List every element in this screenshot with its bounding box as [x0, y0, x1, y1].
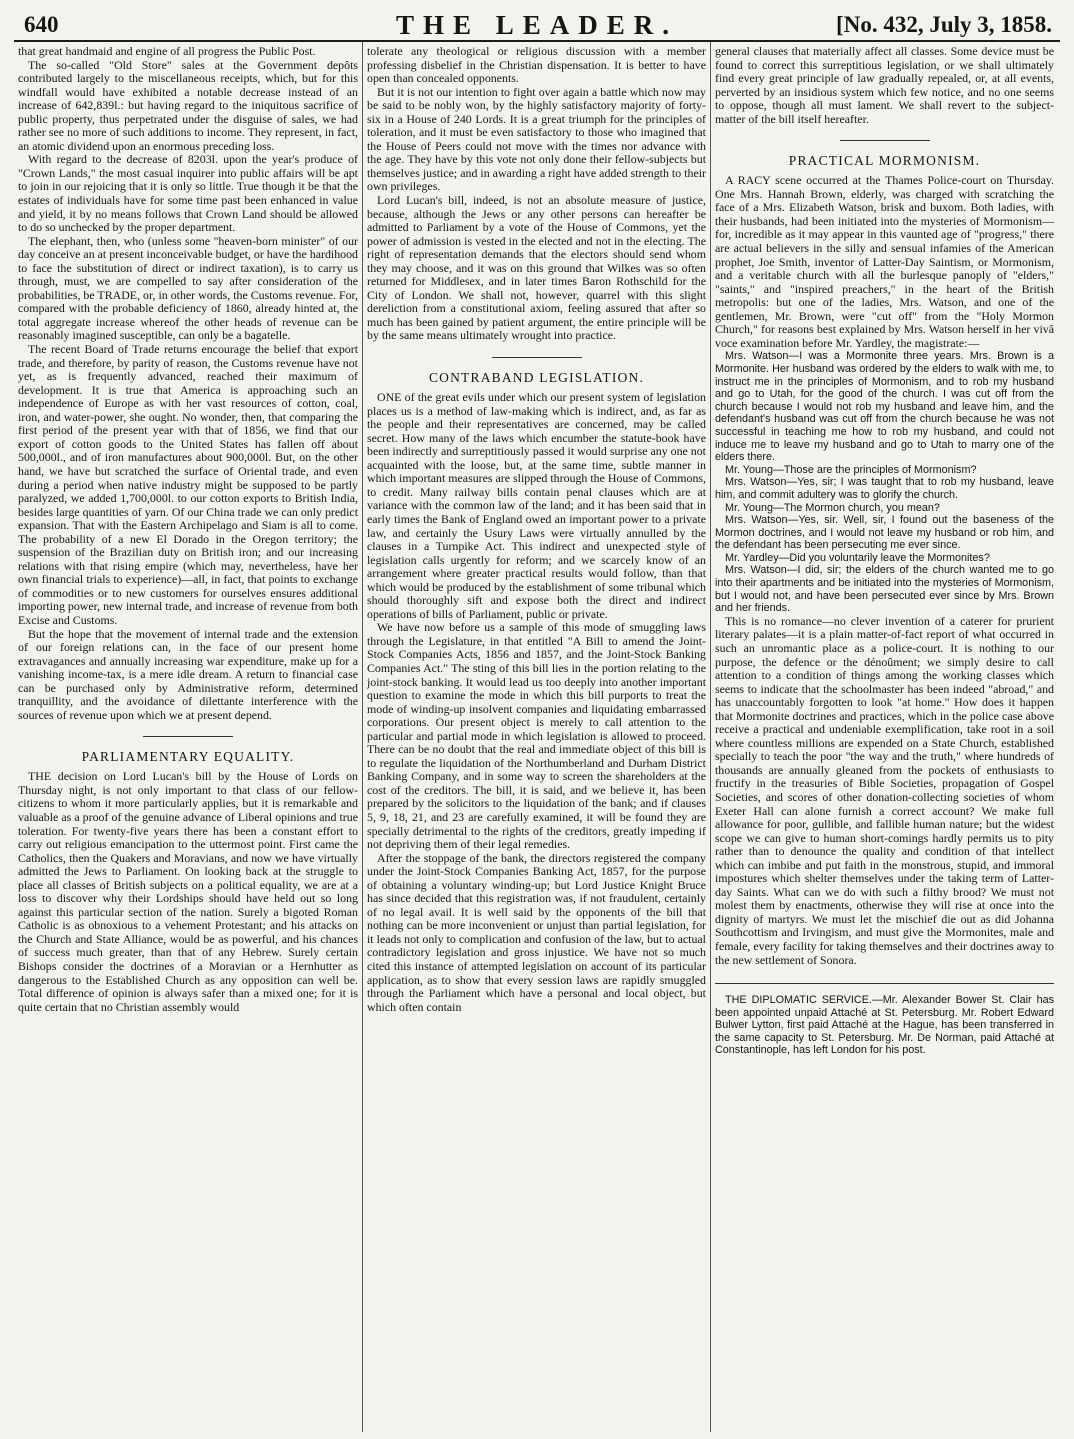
- paragraph: that great handmaid and engine of all progress the Public Post.: [18, 44, 316, 58]
- article-heading-contraband-legislation: CONTRABAND LEGISLATION.: [428, 370, 645, 386]
- paragraph: A RACY scene occurred at the Thames Police-court on Thursday. One Mrs. Hannah Brown, elderly, was charged with scratching the face of a Mrs. Elizabeth Watson, brisk and buxom. Both ladies, with their husbands, had been initiated into the mysteries of Mormonism—for, incredible as it may appear in this vaunted age of "progress," there are actual believers in the silly and sensual infamies of the American prophet, Joe Smith, inventor of Latter-Day Saintism, or Mormonism, and a veritable church with all the burlesque panoply of "elders," "saints," and "inspired preachers," in the heart of the British metropolis: but one of the ladies, Mrs. Watson, and one of the gentlemen, Mr. Brown, were "cut off" from the "Holy Mormon Church," for reasons best explained by Mrs. Watson herself in her vivâ voce examination before Mr. Yardley, the magistrate:—: [715, 173, 1054, 350]
- article-heading-parliamentary-equality: PARLIAMENTARY EQUALITY.: [81, 749, 295, 765]
- paragraph: The recent Board of Trade returns encourage the belief that export trade, and therefore, by parity of reason, the Customs revenue have not yet, as is frequently advanced, reached their maximum of development. It is true that America is approaching such an independence of Europe as with her vast resources of cotton, coal, iron, and water-power, she ought. No wonder, then, that comparing the first period of the present year with that of 1856, we find that our export of cotton goods to the United States has fallen off about 500,000l., and of iron manufactures about 900,000l. But, on the other hand, we have but scratched the surface of Oriental trade, and even during a period when native industry might be supposed to be partly paralyzed, we added 1,700,000l. to our cotton exports to British India, besides large quantities of yarn. Of our China trade we can only predict expansion. That with the Eastern Archipelago and Siam is all to come. The probability of a new El Dorado in the Oregon territory; the suspension of the Brazilian duty on British iron; and our increasing relations with that rising empire (which may, nevertheless, have her own financial trials to experience)—all, in fact, that points to exchange of commodities or to new customers for ourselves ensures additional importing power, new internal trade, and increase of revenue from both Excise and Customs.: [18, 342, 358, 627]
- paragraph: But it is not our intention to fight over again a battle which now may be said to be nobly won, by the highly satisfactory majority of forty-six in a House of 240 Lords. It is a great triumph for the principles of toleration, and it must be even satisfactory to those who imagined that the House of Peers could not move with the times nor advance with the age. They have by this vote not only done their fellow-subjects but themselves justice; and in awarding a right have added strength to their own privileges.: [367, 84, 706, 194]
- section-divider: [840, 140, 930, 141]
- news-item-diplomatic-service: THE DIPLOMATIC SERVICE.—Mr. Alexander Bower St. Clair has been appointed unpaid Attaché at St. Petersburg. Mr. Robert Edward Bulwer Lytton, first paid Attaché at the Hague, has been transferred in the same capacity to St. Petersburg. Mr. De Norman, paid Attaché at Constantinople, has left London for his post.: [715, 994, 1054, 1057]
- article-heading-practical-mormonism: PRACTICAL MORMONISM.: [788, 153, 981, 169]
- columns: [14, 42, 1060, 1432]
- testimony-line: Mrs. Watson—Yes, sir; I was taught that to rob my husband, leave him, and commit adultery was to glorify the church.: [715, 476, 1054, 501]
- paragraph: We have now before us a sample of this mode of smuggling laws through the Legislature, in that entitled "A Bill to amend the Joint-Stock Companies Acts, 1856 and 1857, and the Joint-Stock Banking Companies Act." The sting of this bill lies in the portion relating to the joint-stock banking. It would lead us too deeply into another important question to examine the mode in which this bill purports to treat the mode of winding-up insolvent companies and liquidating embarrassed corporations. Our present object is merely to call attention to the particular and partial mode in which legislation is allowed to proceed. There can be no doubt that the real and immediate object of this bill is to regulate the liquidation of the Northumberland and Durham District Banking Company, and in some way to screen the shareholders at the cost of the creditors. The bill, it is said, and we believe it, has been prepared by the solicitors to the liquidation of the bank; and if clauses 5, 9, 18, 21, and 23 are carefully examined, it will be found they are specially detrimental to the rights of the creditors, greatly impeding if not depriving them of their legal remedies.: [367, 620, 706, 852]
- testimony-line: Mrs. Watson—I was a Mormonite three years. Mrs. Brown is a Mormonite. Her husband was ordered by the elders to walk with me, to instruct me in the principles of Mormonism, and to rob my husband and go to Utah, for the good of the church. I was cut off from the church because I would not rob my husband and leave him, and the defendant's husband was cut off from the church because he was not successful in teaching me how to rob my husband, and could not induce me to leave my husband and go to Utah to marry one of the elders there.: [715, 350, 1054, 464]
- paragraph: But the hope that the movement of internal trade and the extension of our foreign relations can, in the face of our present home extravagances and annually increasing war expenditure, make up for a vanishing income-tax, is a mere idle dream. A return to financial case can be purchased only by Administrative reform, determined tranquillity, and the avoidance of dilettante interference with the sources of revenue upon which we at present depend.: [18, 626, 358, 722]
- column-1: [14, 42, 362, 1432]
- paragraph: tolerate any theological or religious discussion with a member professing disbelief in the Christian dispensation. It is better to have open than concealed opponents.: [367, 44, 706, 86]
- section-divider: [492, 357, 582, 358]
- paper-title: THE LEADER.: [395, 10, 679, 40]
- issue-date: [No. 432, July 3, 1858.: [836, 12, 1052, 37]
- section-divider: [715, 983, 1054, 984]
- paragraph: ONE of the great evils under which our present system of legislation places us is a method of law-making which is indirect, and, as far as the people and their representatives are concerned, may be called secret. How many of the laws which encumber the statute-book have been indirectly and surreptitiously passed it would surprise any one not acquainted with the loose, but, at the same time, subtle manner in which important measures are slipped through the House of Commons, to credit. Many railway bills contain penal clauses which are at variance with the common law of the land; and it has been said that in early times the Bank of England owed an important power to a private law, and certainly the Usury Laws were virtually annulled by the clauses in a Turnpike Act. This indirect and unexpected style of legislation calls urgently for reform; and we scarcely know of an arrangement where greater practical results would follow, than that which would be produced by the establishment of some tribunal which should thoroughly sift and expose both the direct and indirect operations of bills of Parliament, public or private.: [367, 390, 706, 621]
- paragraph: The elephant, then, who (unless some "heaven-born minister" of our day conceive an at present inconceivable budget, or have the hardihood to face the substitution of direct or indirect taxation), is to carry us through, must, we are compelled to say after consideration of the probabilities, be TRADE, or, in other words, the Customs revenue. For, compared with the probable deficiency of 1860, already hinted at, the total aggregate increase whereof the other heads of revenue can be reasonably imagined susceptible, can only be a bagatelle.: [18, 233, 358, 343]
- testimony-line: Mrs. Watson—I did, sir; the elders of the church wanted me to go into their apartments and be initiated into the mysteries of Mormonism, but I would not, and have been persecuted ever since by Mrs. Brown and her friends.: [715, 564, 1054, 615]
- column-3: [710, 42, 1058, 1432]
- paragraph: Lord Lucan's bill, indeed, is not an absolute measure of justice, because, although the Jews or any other persons can hereafter be admitted to Parliament by a vote of the House of Commons, yet the power of admission is vested in the elected and not in the electing. The right of representation demands that the electors should send whom they may choose, and it was on this ground that Wilkes was so often returned for Middlesex, and in later times Baron Rothschild for the City of London. We shall not, however, quarrel with this slight dereliction from a constitutional axiom, feeling assured that after so much has been gained by patient argument, the entire principle will be by the same means ultimately wrought into practice.: [367, 193, 706, 343]
- column-2: [362, 42, 710, 1432]
- testimony-line: Mr. Young—The Mormon church, you mean?: [725, 501, 940, 514]
- section-divider: [143, 736, 233, 737]
- paragraph: This is no romance—no clever invention of a caterer for prurient literary palates—it is a plain matter-of-fact report of what occurred in such an unromantic place as a police-court. It is nothing to our purpose, the defence or the dénoûment; we simply desire to call attention to a condition of things among the working classes which seems to indicate that the schoolmaster has been indeed "abroad," and has unaccountably forgotten to look "at home." How does it happen that Mormonite doctrines and practices, which in the police case above receive a practical and undeniable exemplification, take root in a soil where countless millions are expended on a State Church, established specially to teach the poor "the way and the truth," where hundreds of thousands are annually gleaned from the pockets of enthusiasts to fructify in the treasuries of Bible Societies, propagation of Gospel Societies, and scores of other donation-collecting societies of whom Exeter Hall can alone furnish a correct account? We make full allowance for poor, gullible, and fallible human nature; but the widest scope we can give to human short-comings hardly permits us to pity rather than to denounce the quality and condition of that intellect which can imbibe and put faith in the monstrous, stupid, and immoral impostures which shelter themselves under the taking term of Latter-day Saints. What can we do with such a filthy brood? We must not molest them by enactments, otherwise they will rise at once into the dignity of martyrs. We must let the mischief die out as did Johanna Southcottism and Irvingism, and must give the Mormonites, male and female, every facility for taking themselves and their doctrines away to the new settlement of Sonora.: [715, 613, 1054, 967]
- paragraph: The so-called "Old Store" sales at the Government depôts contributed largely to the miscellaneous receipts, which, but for this windfall would have exhibited a notable decrease instead of an increase of 642,839l.: but having regard to the iniquitous sacrifice of public property, thus perpetrated under the disguise of sales, we had rather see no more of such additions to income. They represent, in fact, an atomic dividend upon an enormous preceding loss.: [18, 57, 358, 153]
- page-number: 640: [24, 12, 59, 37]
- testimony-line: Mrs. Watson—Yes, sir. Well, sir, I found out the baseness of the Mormon doctrines, and I would not leave my husband or rob him, and the defendant has been persecuting me ever since.: [715, 514, 1054, 552]
- paragraph: THE decision on Lord Lucan's bill by the House of Lords on Thursday night, is not only important to that class of our fellow-citizens to whom it more particularly applies, but it is remarkable and valuable as a proof of the genuine advance of Liberal opinions and true toleration. For twenty-five years there has been a constant effort to carry out religious emancipation to the uttermost point. First came the Catholics, then the Quakers and Moravians, and now we have virtually admitted the Jews to Parliament. On looking back at the struggle to place all classes of British subjects on a political equality, we are at a loss to discover why their Lordships should have held out so long against this particular section of the nation. Surely a bigoted Roman Catholic is as obnoxious to a vehement Protestant; and his attacks on the Church and State Alliance, would be as powerful, and his chances of success much greater, than that of any Hebrew. Surely certain Bishops consider the doctrines of a Moravian or a Hernhutter as dangerous to the Established Church as any opposition can well be. Total difference of opinion is always safer than a mixed one; for it is quite certain that no Christian assembly would: [18, 769, 358, 1014]
- masthead: [14, 10, 1060, 42]
- paragraph: general clauses that materially affect all classes. Some device must be found to correct this surreptitious legislation, or we shall ultimately find every great principle of law gradually repealed, or, at all events, perverted by an insidious system which few notice, and no one seems to oppose, though all must lament. We shall revert to the subject-matter of the bill itself hereafter.: [715, 44, 1054, 126]
- testimony-line: Mr. Yardley—Did you voluntarily leave the Mormonites?: [725, 551, 990, 564]
- paragraph: After the stoppage of the bank, the directors registered the company under the Joint-Stock Companies Banking Act, 1857, for the purpose of obtaining a voluntary winding-up; but Lord Justice Knight Bruce has since decided that this registration was, if not fraudulent, certainly of no legal avail. It is well said by the opponents of the bill that nothing can be more inconvenient or unjust than partial legislation, for it leads not only to complication and confusion of the law, but to actual contradictory legislation and gross injustice. We have not so much cited this instance of attempted legislation on account of its particular application, as to show that every session laws are rapidly smuggled through the Parliament which have a personal and local object, but which often contain: [367, 850, 706, 1014]
- paragraph: With regard to the decrease of 8203l. upon the year's produce of "Crown Lands," the most casual inquirer into public affairs will be apt to join in our rejoicing that it is only so little. True though it be that the estates of individuals have for some time past been enhanced in value and yield, it by no means follows that Crown Land should be allowed to do so unchecked by the proper department.: [18, 152, 358, 235]
- testimony-line: Mr. Young—Those are the principles of Mormonism?: [725, 463, 977, 476]
